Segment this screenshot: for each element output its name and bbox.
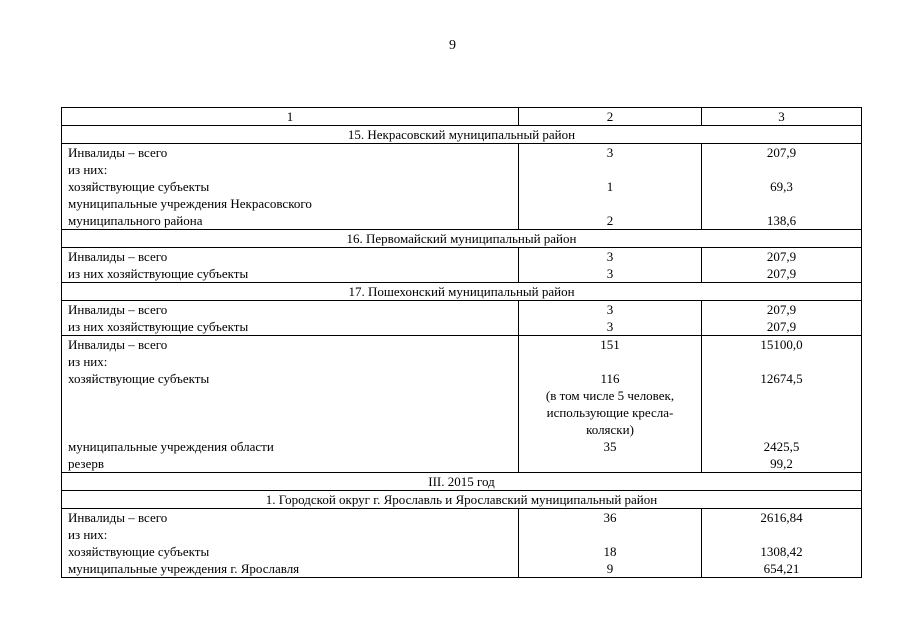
section-title-poshekhonsky: 17. Пошехонский муниципальный район [62,283,862,301]
sum-value: 207,9 [766,266,797,281]
section-header-row [62,283,862,301]
column-header-3: 3 [702,108,862,126]
label-line: муниципальные учреждения г. Ярославля [68,561,300,576]
count-value: 9 [606,561,614,576]
label-line: хозяйствующие субъекты [68,371,210,386]
sum-value: 654,21 [763,561,800,576]
section-header-row [62,126,862,144]
section-header-row [62,230,862,248]
total-row [62,336,862,473]
section-header-row [62,491,862,509]
label-line: Инвалиды – всего [68,510,168,525]
sum-value: 207,9 [766,302,797,317]
section-title-pervomaysky: 16. Первомайский муниципальный район [62,230,862,248]
label-line: муниципальные учреждения Некрасовского [68,196,312,211]
table-row [62,509,862,578]
column-number-row [62,108,862,126]
count-value: 3 [606,249,614,264]
row-label [62,144,519,230]
count-value: 3 [606,145,614,160]
sum-value: 99,2 [770,456,793,471]
count-value: 151 [600,337,620,352]
column-header-1: 1 [62,108,519,126]
table-row [62,301,862,336]
label-line: из них хозяйствующие субъекты [68,266,249,281]
label-line: из них: [68,162,108,177]
sum-value: 2616,84 [760,510,803,525]
count-note: (в том числе 5 человек, [545,388,675,403]
count-value: 36 [603,510,617,525]
column-header-2: 2 [519,108,702,126]
year-header-row [62,473,862,491]
table-row [62,248,862,283]
row-count [519,144,702,230]
section-title-nekrasovsky: 15. Некрасовский муниципальный район [62,126,862,144]
table-row [62,144,862,230]
label-line: из них хозяйствующие субъекты [68,319,249,334]
count-value: 35 [603,439,617,454]
label-line: муниципального района [68,213,203,228]
count-value: 3 [606,302,614,317]
count-value: 18 [603,544,617,559]
count-value: 3 [606,266,614,281]
count-value: 116 [600,371,620,386]
count-value: 2 [606,213,614,228]
label-line: резерв [68,456,104,471]
sum-value: 207,9 [766,145,797,160]
label-line: из них: [68,354,108,369]
sum-value: 207,9 [766,249,797,264]
count-value: 1 [606,179,614,194]
count-value: 3 [606,319,614,334]
label-line: Инвалиды – всего [68,145,168,160]
sum-value: 2425,5 [763,439,800,454]
page-number: 9 [449,38,456,53]
count-note: коляски) [586,422,634,437]
year-title: III. 2015 год [62,473,862,491]
section-title-yaroslavl: 1. Городской округ г. Ярославль и Ярославский муниципальный район [62,491,862,509]
label-line: муниципальные учреждения области [68,439,274,454]
count-note: использующие кресла- [546,405,674,420]
disability-quota-table [61,107,862,578]
sum-value: 69,3 [770,179,793,194]
label-line: хозяйствующие субъекты [68,544,210,559]
label-line: Инвалиды – всего [68,302,168,317]
row-sum [702,144,862,230]
label-line: Инвалиды – всего [68,337,168,352]
sum-value: 15100,0 [760,337,803,352]
sum-value: 138,6 [766,213,797,228]
sum-value: 207,9 [766,319,797,334]
sum-value: 1308,42 [760,544,803,559]
sum-value: 12674,5 [760,371,803,386]
label-line: хозяйствующие субъекты [68,179,210,194]
label-line: из них: [68,527,108,542]
label-line: Инвалиды – всего [68,249,168,264]
